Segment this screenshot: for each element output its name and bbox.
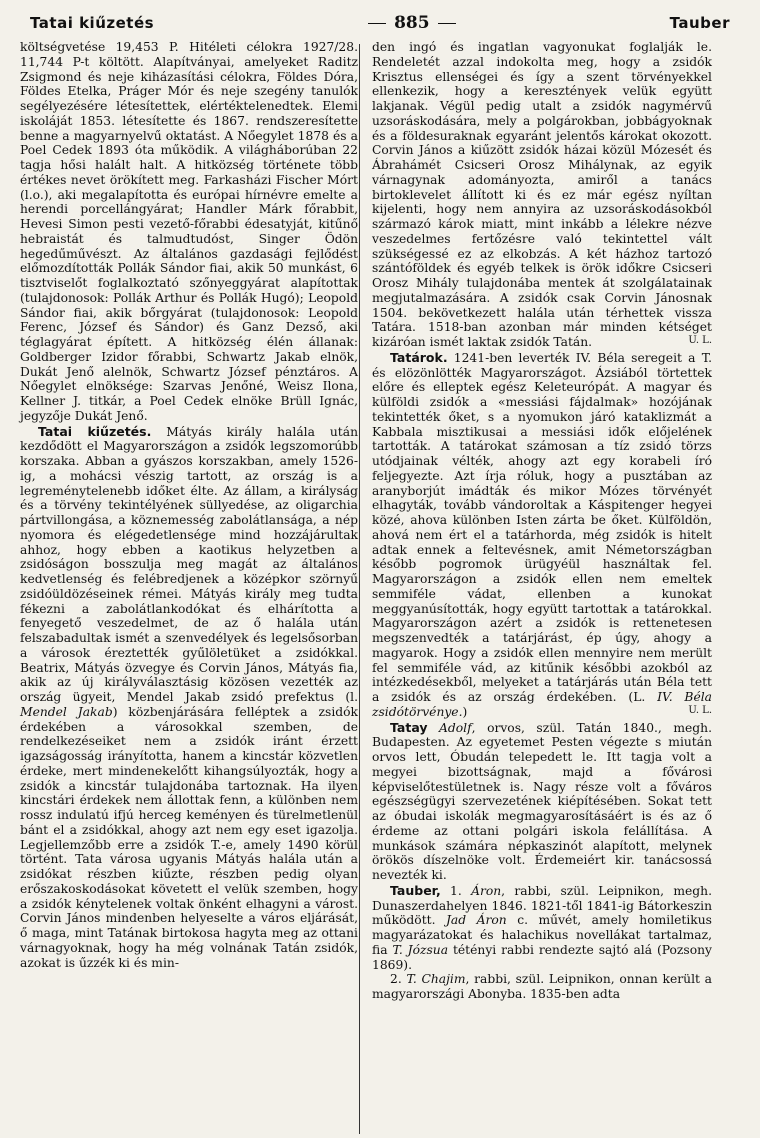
entry-tatay-adolf (372, 720, 712, 883)
cross-reference: Mendel Jakab (20, 704, 113, 719)
entry-tatarok (372, 350, 712, 720)
entry-headword: Tauber, (390, 882, 441, 898)
entry-number: 2. (390, 972, 407, 987)
left-column (20, 40, 358, 970)
running-head-right: Tauber (669, 14, 730, 32)
entry-text: , orvos, szül. Tatán 1840., megh. Budapesten. Az egyetemet Pesten végezte s miután orvos lett, Óbudán telepedett le. Itt tagja volt a megyei bizottságnak, majd a fővárosi képviselőtestületnek is. Nagy része volt a főváros egészségügyi szervezetének kiépítésében. Sokat tett az óbudai iskolák megmagyarosításáért is és az ő érdeme az ottani polgári iskola felállítása. A munkások számára népkaszinót alapított, melynek örökös díszelnöke volt. Érdemeiért kir. tanácsossá nevezték ki. (372, 720, 712, 882)
work-title: Jad Áron (446, 913, 507, 928)
entry-text: den ingó és ingatlan vagyonukat foglalják le. Rendeletét azzal indokolta meg, hogy a zsidók Krisztus ellenségei és így a szent törvényekkel ellenkezik, hogy a keresztények velük együtt lakjanak. Végül pedig utalt a zsidók nagymérvű uzsoráskodására, mely a polgárokban, jobbágyoknak és a földesuraknak egyaránt jelentős károkat okozott. Corvin János a kiűzött zsidók házai közül Mózesét és Ábrahámét Csicseri Orosz Mihálynak, az egyik várnagynak adományozta, amiről a tanács birtoklevelet állított ki és ez már egész nyíltan kijelenti, hogy nem annyira az uzsoráskodásokból származó károk miatt, mint inkább a lélekre nézve veszedelmes fertőzésre való tekintettel vált szükségessé ez az elkobzás. A két házhoz tartozó szántóföldek és egyéb telkek is örök időkre Csicseri Orosz Mihály tulajdonába mentek át szolgálatainak megjutalmazására. A zsidók csak Corvin Jánosnak 1504. bekövetkezett halála után térhettek vissza Tatára. 1518-ban azonban már minden kétséget kizáróan ismét laktak zsidók Tatán. (372, 40, 712, 349)
entry-text: 1. (440, 883, 472, 898)
entry-text: ) közbenjárására felléptek a zsidók érdekében a városokkal szemben, de rendelkezéseiket nem a zsidók iránt érzett igazságosság irányította, hanem a kincstár közvetlen érdeke, mert mindenekelőtt kihangsúlyozták, hogy a zsidók a kincstár tulajdonába tartoznak. Ha ilyen kincstári érdekek nem állottak fenn, a különben nem rossz indulatú ifjú herceg keményen és türelmetlenül bánt el a zsidókkal, ahogy azt nem egy eset igazolja. Legjellemzőbb erre a zsidók T.-e, amely 1490 körül történt. Tata városa ugyanis Mátyás halála után a zsidókat részben kiűzte, részben pedig olyan erőszakoskodásokat követett el velük szemben, hogy a zsidók kénytelenek voltak önként elhagyni a várost. Corvin János mindenben helyeselte a város eljárását, ő maga, mint Tatának birtokosa hagyta meg az ottani várnagyoknak, hogy ha még volnának Tatán zsidók, azokat is űzzék ki és min- (20, 704, 358, 970)
column-divider (359, 44, 360, 1134)
entry-text: , rabbi, szül. Leipnikon, onnan került a magyarországi Abonyba. 1835-ben adta (372, 972, 712, 1001)
author-signature: U. L. (688, 335, 712, 346)
entry-headword: Tatay (390, 719, 428, 735)
author-signature: U. L. (688, 704, 712, 716)
entry-text: Mátyás király halála után kezdődött el Magyarországon a zsidók legszomorúbb korszaka. Abban a gyászos korszakban, amely 1526-ig, a mohácsi vészig tartott, az ország is a legreménytelenebb időket élte. Az állam, a királyság és a törvény tekintélyének süllyedése, az oligarchia pártvillongása, a köznemesség zabolátlansága, a nép nyomora és elégedetlensége mind hozzájárultak ahhoz, hogy ebben a kaotikus helyzetben a zsidóságon bosszulja meg magát az általános kedvetlenség és felébredjenek a középkor szörnyű zsidóüldözéseinek rémei. Mátyás király meg tudta fékezni a zabolátlankodókat és elhárította a fenyegető veszedelmet, de az ő halála után felszabadultak ismét a szenvedélyek és legelsősorban a városok éreztették gyűlöletüket a zsidókkal. Beatrix, Mátyás özvegye és Corvin János, Mátyás fia, akik az új királyválasztásig közösen vezették az ország ügyeit, Mendel Jakab zsidó prefektus (l. (20, 424, 358, 704)
page-number-text: 885 (394, 13, 430, 33)
entry-text: , rabbi, szül. Leipnikon, megh. Dunaszerdahelyen 1846. 1821-től 1841-ig Bátorkeszin működött. (372, 883, 712, 928)
entry-subname: Áron (471, 883, 502, 898)
entry-continuation (372, 40, 712, 350)
person-name: T. Józsua (392, 942, 449, 957)
entry-text: ) (462, 704, 468, 719)
entry-text: tétényi rabbi rendezte sajtó alá (Pozsony 1869). (372, 942, 712, 972)
entry-headword-given-name: Adolf (439, 720, 472, 735)
entry-subname: T. Chajim (406, 972, 466, 987)
entry-headword: Tatai kiűzetés. (38, 423, 152, 439)
entry-tatai-kiuzetes (20, 424, 358, 971)
entry-tauber-chajim (372, 972, 712, 1002)
page-number (360, 13, 464, 33)
entry-headword: Tatárok. (390, 349, 448, 365)
running-head-left: Tatai kiűzetés (30, 14, 155, 32)
entry-text: c. művét, amely homiletikus magyarázatokat és halachikus novellákat tartalmaz, fia (372, 913, 712, 957)
page-header (30, 10, 730, 36)
entry-continuation: költségvetése 19,453 P. Hitéleti célokra 1927/28. 11,744 P-t költött. Alapítványai, amelyeket Raditz Zsigmond és neje kiházasítási célokra, Földes Dóra, Földes Etelka, Práger Mór és neje szegény tanulók segélyezésére létesítettek, elértéktelenedtek. Elemi iskoláját 1853. létesítette és 1867. rendszeresítette benne a magyarnyelvű oktatást. A Nőegylet 1878 és a Poel Cedek 1893 óta működik. A világháborúban 22 tagja hősi halált halt. A hitközség története több értékes nevet örökített meg. Farkasházi Fischer Mórt (l.o.), aki megalapította és európai hírnévre emelte a herendi porcellángyárat; Handler Márk főrabbit, Hevesi Simon pesti vezető-főrabbi édesatyját, kitűnő hebraistát és talmudtudóst, Singer Ödön hegedűművészt. Az általános gazdasági fejlődést előmozdították Pollák Sándor fiai, akik 50 munkást, 6 tisztviselőt foglalkoztató szőnyeggyárat alapítottak (tulajdonosok: Pollák Arthur és Pollák Hugó); Leopold Sándor fiai, akik bőrgyárat (tulajdonosok: Leopold Ferenc, József és Sándor) és Ganz Dezső, aki téglagyárat épített. A hitközség élén állanak: Goldberger Izidor főrabbi, Schwartz Jakab elnök, Dukát Jenő alelnök, Schwartz József pénztáros. A Nőegylet elnöksége: Szarvas Jenőné, Weisz Ilona, Kellner J. titkár, a Poel Cedek elnöke Brüll Ignác, jegyzője Dukát Jenő. (20, 40, 358, 423)
entry-text: 1241-ben leverték IV. Béla seregeit a T. és elözönlötték Magyarországot. Ázsiából törtettek előre és elleptek egész Keleteurópát. A magyar és külföldi zsidók a «messiási fájdalmak» hozójának tekintették őket, s a nyomukon járó kataklizmát a Kabbala misztikusai a messiási idők előjelének tartották. A tatárokat számosan a tíz zsidó törzs utódjainak vélték, ahogy azt egy korabeli író feljegyezte. Azt írja róluk, hogy a pusztában az aranyborjút imádták és mikor Mózes törvényét elhagyták, tovább vándoroltak a Káspitenger hegyei közé, ahova különben Isten zárta be őket. Külföldön, ahová nem ért el a tatárhorda, még zsidók is hitelt adtak ennek a feltevésnek, amit Németországban később pogromok ürügyéül használtak fel. Magyarországon a zsidók ellen nem emeltek semmiféle vádat, ellenben a kunokat meggyanúsították, hogy együtt tartottak a tatárokkal. Magyarországon azért a zsidók is rettenetesen megszenvedték a tatárjárást, ép úgy, ahogy a magyarok. Hogy a zsidók ellen mennyire nem merült fel semmiféle vád, az kitűnik későbbi azokból az intézkedésekből, melyeket a tatárjárás után Béla tett a zsidók és az ország érdekében. (L. (372, 350, 712, 704)
entry-tauber (372, 883, 712, 973)
cross-reference: IV. Béla zsidótörvénye. (372, 690, 713, 719)
right-column (372, 40, 712, 1002)
